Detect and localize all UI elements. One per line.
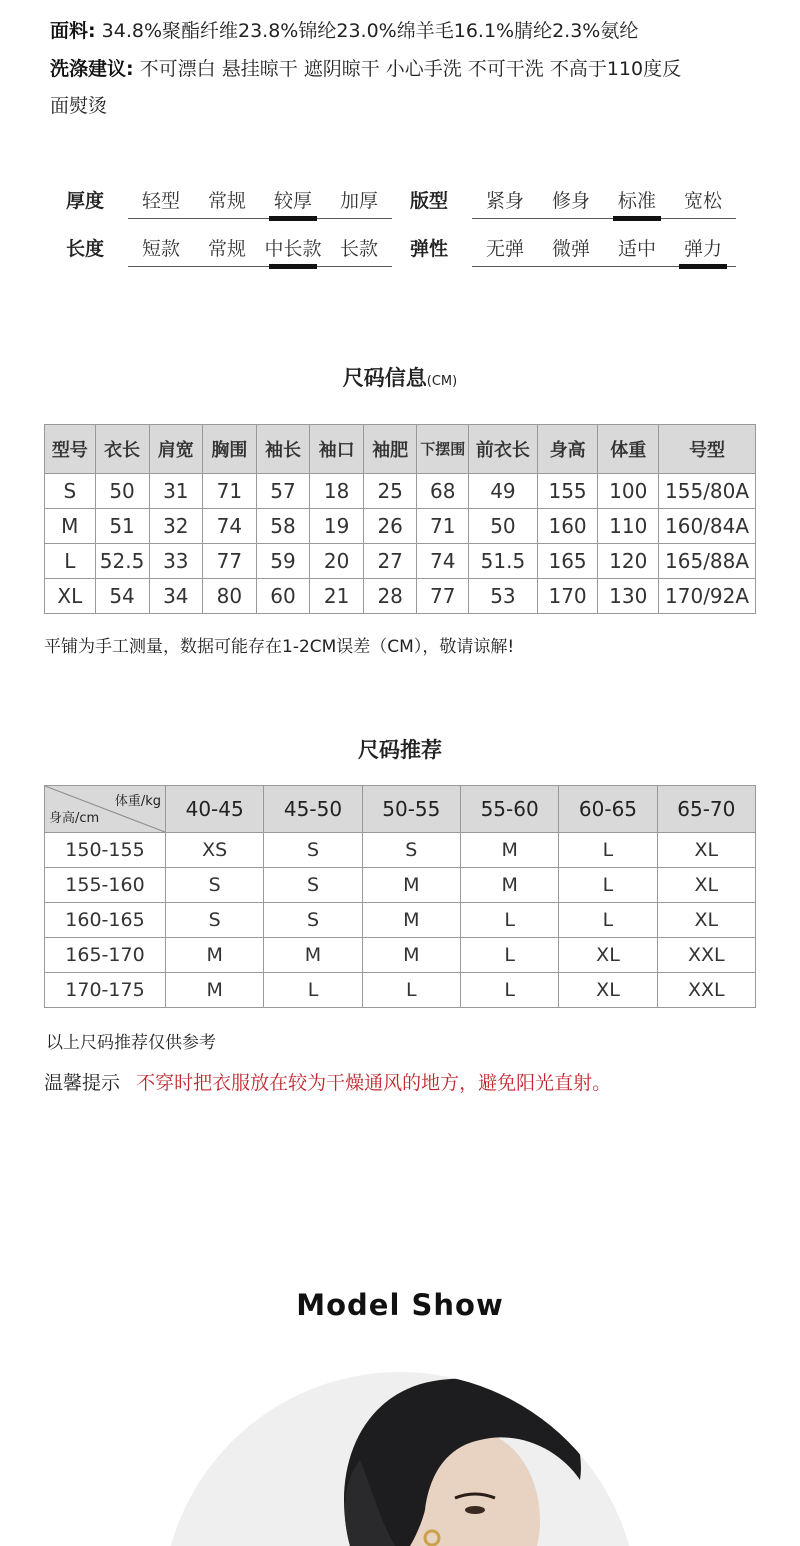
- care-line: [50, 56, 681, 82]
- size-cell: XXL: [657, 973, 755, 1008]
- table-row: [45, 509, 756, 544]
- size-cell: XL: [657, 833, 755, 868]
- height-cell: 170-175: [45, 973, 166, 1008]
- table-row: [45, 938, 756, 973]
- size-rec-title: 尺码推荐: [358, 738, 442, 762]
- table-cell: 170: [537, 579, 598, 614]
- table-cell: 74: [203, 509, 257, 544]
- table-cell: 34: [149, 579, 203, 614]
- size-rec-header-row: [45, 786, 756, 833]
- attr-option: 轻型: [141, 190, 180, 212]
- table-cell: 71: [203, 474, 257, 509]
- attr-options: [128, 232, 392, 267]
- size-info-header: 体重: [598, 425, 659, 474]
- attr-option: 较厚: [260, 184, 326, 218]
- size-cell: S: [264, 833, 362, 868]
- table-cell: 50: [469, 509, 538, 544]
- table-cell: 155/80A: [659, 474, 756, 509]
- attr-option: 短款: [141, 238, 180, 260]
- height-cell: 165-170: [45, 938, 166, 973]
- attr-option: 中长款: [260, 232, 326, 266]
- table-cell: 74: [417, 544, 469, 579]
- size-cell: S: [264, 868, 362, 903]
- size-info-header: 型号: [45, 425, 96, 474]
- size-cell: L: [559, 868, 657, 903]
- size-cell: L: [460, 938, 558, 973]
- table-cell: 60: [256, 579, 310, 614]
- model-photo: [0, 1370, 800, 1546]
- table-cell: XL: [45, 579, 96, 614]
- table-cell: 80: [203, 579, 257, 614]
- care-line-2: [50, 93, 107, 119]
- table-cell: 120: [598, 544, 659, 579]
- size-cell: XL: [559, 938, 657, 973]
- height-cell: 160-165: [45, 903, 166, 938]
- table-cell: L: [45, 544, 96, 579]
- size-cell: L: [559, 833, 657, 868]
- attr-option: 常规: [207, 238, 246, 260]
- attr-option: 无弹: [485, 238, 524, 260]
- table-cell: 49: [469, 474, 538, 509]
- size-info-title: [0, 362, 800, 392]
- measure-note: 平铺为手工测量，数据可能存在1-2CM误差（CM），敬请谅解!: [44, 637, 515, 657]
- size-cell: L: [362, 973, 460, 1008]
- attr-option: 常规: [207, 190, 246, 212]
- size-cell: S: [166, 868, 264, 903]
- table-cell: 51.5: [469, 544, 538, 579]
- table-cell: 52.5: [95, 544, 149, 579]
- size-info-header: 号型: [659, 425, 756, 474]
- attr-option: 修身: [551, 190, 590, 212]
- table-cell: 77: [203, 544, 257, 579]
- size-cell: M: [264, 938, 362, 973]
- table-cell: M: [45, 509, 96, 544]
- weight-header: 40-45: [166, 786, 264, 833]
- size-info-header-row: [45, 425, 756, 474]
- attr-option: 适中: [617, 238, 656, 260]
- material-value: 34.8%聚酯纤维23.8%锦纶23.0%绵羊毛16.1%腈纶2.3%氨纶: [95, 20, 639, 42]
- table-cell: 57: [256, 474, 310, 509]
- weight-header: 50-55: [362, 786, 460, 833]
- size-cell: XS: [166, 833, 264, 868]
- height-cell: 155-160: [45, 868, 166, 903]
- size-cell: M: [166, 973, 264, 1008]
- size-info-header: 袖口: [310, 425, 364, 474]
- size-cell: XXL: [657, 938, 755, 973]
- table-cell: 27: [363, 544, 417, 579]
- table-cell: 53: [469, 579, 538, 614]
- weight-header: 60-65: [559, 786, 657, 833]
- table-cell: 58: [256, 509, 310, 544]
- table-row: [45, 474, 756, 509]
- attr-option: 弹力: [670, 232, 736, 266]
- care-value-cont: 面熨烫: [50, 95, 108, 117]
- attr-options: [128, 184, 392, 219]
- table-cell: 26: [363, 509, 417, 544]
- attr-option: 宽松: [683, 190, 722, 212]
- size-cell: M: [362, 868, 460, 903]
- table-cell: 31: [149, 474, 203, 509]
- table-row: [45, 973, 756, 1008]
- attr-option: 标准: [604, 184, 670, 218]
- corner-weight-label: 体重/kg: [114, 794, 161, 809]
- attr-label: 版型: [410, 190, 449, 212]
- size-cell: M: [460, 833, 558, 868]
- table-cell: 160/84A: [659, 509, 756, 544]
- table-cell: 165/88A: [659, 544, 756, 579]
- attr-label: 弹性: [410, 238, 449, 260]
- table-cell: 59: [256, 544, 310, 579]
- table-cell: 130: [598, 579, 659, 614]
- table-cell: 50: [95, 474, 149, 509]
- table-row: [45, 544, 756, 579]
- height-cell: 150-155: [45, 833, 166, 868]
- attr-options: [472, 232, 736, 267]
- table-cell: 71: [417, 509, 469, 544]
- table-cell: 25: [363, 474, 417, 509]
- table-cell: 110: [598, 509, 659, 544]
- table-cell: 160: [537, 509, 598, 544]
- material-label: 面料:: [50, 20, 96, 42]
- tip-text: 不穿时把衣服放在较为干燥通风的地方，避免阳光直射。: [136, 1072, 612, 1094]
- material-line: [50, 18, 638, 44]
- table-cell: 170/92A: [659, 579, 756, 614]
- size-info-header: 身高: [537, 425, 598, 474]
- attr-option: 加厚: [339, 190, 378, 212]
- weight-header: 65-70: [657, 786, 755, 833]
- attr-label: 厚度: [66, 190, 105, 212]
- table-row: [45, 868, 756, 903]
- table-cell: 18: [310, 474, 364, 509]
- size-rec-table: [44, 785, 756, 1008]
- size-rec-corner: [45, 786, 166, 833]
- size-info-header: 肩宽: [149, 425, 203, 474]
- table-cell: 21: [310, 579, 364, 614]
- table-row: [45, 579, 756, 614]
- table-cell: S: [45, 474, 96, 509]
- attr-label: 长度: [66, 238, 105, 260]
- table-cell: 68: [417, 474, 469, 509]
- size-info-unit: (CM): [426, 374, 458, 389]
- table-cell: 19: [310, 509, 364, 544]
- size-cell: L: [264, 973, 362, 1008]
- attr-option: 长款: [339, 238, 378, 260]
- size-cell: XL: [657, 903, 755, 938]
- table-row: [45, 833, 756, 868]
- attr-options: [472, 184, 736, 219]
- size-cell: M: [362, 903, 460, 938]
- size-cell: M: [362, 938, 460, 973]
- table-cell: 100: [598, 474, 659, 509]
- care-label: 洗涤建议:: [50, 58, 134, 80]
- table-cell: 77: [417, 579, 469, 614]
- table-cell: 20: [310, 544, 364, 579]
- attr-option: 微弹: [551, 238, 590, 260]
- size-cell: M: [166, 938, 264, 973]
- size-cell: M: [460, 868, 558, 903]
- size-cell: S: [362, 833, 460, 868]
- size-info-header: 衣长: [95, 425, 149, 474]
- size-info-header: 前衣长: [469, 425, 538, 474]
- corner-height-label: 身高/cm: [49, 811, 100, 826]
- size-cell: L: [460, 903, 558, 938]
- model-show-title: Model Show: [296, 1288, 504, 1322]
- table-cell: 54: [95, 579, 149, 614]
- size-cell: S: [264, 903, 362, 938]
- care-value: 不可漂白 悬挂晾干 遮阴晾干 小心手洗 不可干洗 不高于110度反: [133, 58, 682, 80]
- care-tip: [44, 1068, 611, 1095]
- attr-option: 紧身: [485, 190, 524, 212]
- weight-header: 55-60: [460, 786, 558, 833]
- table-cell: 155: [537, 474, 598, 509]
- tip-label: 温馨提示: [44, 1072, 121, 1094]
- table-cell: 165: [537, 544, 598, 579]
- size-cell: L: [460, 973, 558, 1008]
- size-cell: XL: [657, 868, 755, 903]
- size-cell: XL: [559, 973, 657, 1008]
- rec-note: 以上尺码推荐仅供参考: [46, 1033, 216, 1053]
- weight-header: 45-50: [264, 786, 362, 833]
- size-info-title-text: 尺码信息: [342, 366, 427, 390]
- size-cell: S: [166, 903, 264, 938]
- table-cell: 32: [149, 509, 203, 544]
- table-row: [45, 903, 756, 938]
- table-cell: 51: [95, 509, 149, 544]
- table-cell: 33: [149, 544, 203, 579]
- size-info-header: 胸围: [203, 425, 257, 474]
- size-info-header: 下摆围: [417, 425, 469, 474]
- size-info-header: 袖长: [256, 425, 310, 474]
- size-info-header: 袖肥: [363, 425, 417, 474]
- size-cell: L: [559, 903, 657, 938]
- table-cell: 28: [363, 579, 417, 614]
- size-info-table: [44, 424, 756, 614]
